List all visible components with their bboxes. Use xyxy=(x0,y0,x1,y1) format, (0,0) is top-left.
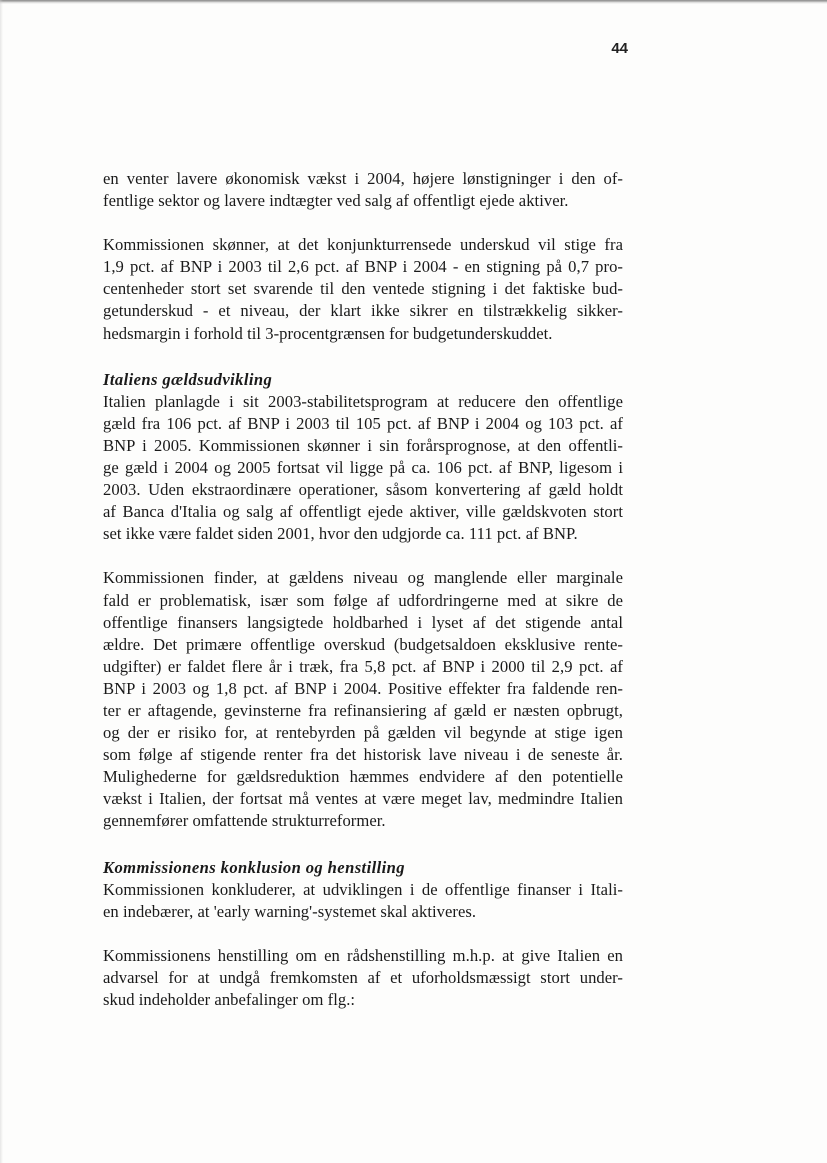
text-line: gæld fra 106 pct. af BNP i 2003 til 105 pct. af BNP i 2004 og 103 pct. af xyxy=(103,413,623,433)
text-line: 2003. Uden ekstraordinære operationer, såsom konvertering af gæld holdt xyxy=(103,480,623,500)
text-line: gennemfører omfattende strukturreformer. xyxy=(103,811,386,831)
text-line: Kommissionen konkluderer, at udviklingen i de offentlige finanser i Itali- xyxy=(103,879,623,899)
paragraph xyxy=(103,234,623,344)
text-line: ældre. Det primære offentlige overskud (budgetsaldoen eksklusive rente- xyxy=(103,634,623,654)
paragraph xyxy=(103,168,623,212)
body-text xyxy=(103,168,623,1011)
text-line: ter er aftagende, gevinsterne fra refinansiering af gæld er næsten opbrugt, xyxy=(103,700,623,720)
text-line: en venter lavere økonomisk vækst i 2004, højere lønstigninger i den of- xyxy=(103,169,623,188)
scan-edge-top xyxy=(0,0,827,4)
page-number: 44 xyxy=(611,40,628,57)
text-line: hedsmargin i forhold til 3-procentgrænsen for budgetunderskuddet. xyxy=(103,323,553,343)
text-line: vækst i Italien, der fortsat må ventes at være meget lav, medmindre Italien xyxy=(103,789,623,809)
text-line: BNP i 2003 og 1,8 pct. af BNP i 2004. Positive effekter fra faldende ren- xyxy=(103,678,623,698)
text-line: af Banca d'Italia og salg af offentligt ejede aktiver, ville gældskvoten stort xyxy=(103,502,623,522)
paragraph xyxy=(103,945,623,1011)
text-line: ge gæld i 2004 og 2005 fortsat vil ligge på ca. 106 pct. af BNP, ligesom i xyxy=(103,458,623,478)
text-line: som følge af stigende renter fra det historisk lave niveau i de seneste år. xyxy=(103,745,623,765)
text-line: 1,9 pct. af BNP i 2003 til 2,6 pct. af BNP i 2004 - en stigning på 0,7 pro- xyxy=(103,257,623,277)
text-line: Italien planlagde i sit 2003-stabilitetsprogram at reducere den offentlige xyxy=(103,391,623,411)
text-line: Kommissionen skønner, at det konjunkturrensede underskud vil stige fra xyxy=(103,235,623,255)
text-line: set ikke være faldet siden 2001, hvor den udgjorde ca. 111 pct. af BNP. xyxy=(103,524,578,544)
text-line: centenheder stort set svarende til den ventede stigning i det faktiske bud- xyxy=(103,279,623,299)
text-line: skud indeholder anbefalinger om flg.: xyxy=(103,990,356,1009)
section-heading: Kommissionens konklusion og henstilling xyxy=(103,857,405,877)
text-line: fentlige sektor og lavere indtægter ved salg af offentligt ejede aktiver. xyxy=(103,191,569,211)
text-line: og der er risiko for, at rentebyrden på gælden vil begynde at stige igen xyxy=(103,723,623,743)
section-heading: Italiens gældsudvikling xyxy=(103,369,273,389)
text-line: udgifter) er faldet flere år i træk, fra 5,8 pct. af BNP i 2000 til 2,9 pct. af xyxy=(103,656,623,676)
text-line: Kommissionen finder, at gældens niveau og manglende eller marginale xyxy=(103,568,623,588)
paragraph xyxy=(103,857,623,923)
text-line: BNP i 2005. Kommissionen skønner i sin forårsprognose, at den offentli- xyxy=(103,435,623,455)
text-line: Kommissionens henstilling om en rådshenstilling m.h.p. at give Italien en xyxy=(103,945,623,965)
paragraph xyxy=(103,369,623,546)
text-line: Mulighederne for gældsreduktion hæmmes endvidere af den potentielle xyxy=(103,767,623,787)
text-line: offentlige finansers langsigtede holdbarhed i lyset af det stigende antal xyxy=(103,612,623,632)
scan-edge-left xyxy=(0,0,3,1163)
text-line: fald er problematisk, især som følge af udfordringerne med at sikre de xyxy=(103,590,623,610)
text-line: advarsel for at undgå fremkomsten af et uforholdsmæssigt stort under- xyxy=(103,967,623,987)
paragraph xyxy=(103,567,623,832)
text-line: getunderskud - et niveau, der klart ikke sikrer en tilstrækkelig sikker- xyxy=(103,301,623,321)
text-line: en indebærer, at 'early warning'-systemet skal aktiveres. xyxy=(103,901,477,921)
